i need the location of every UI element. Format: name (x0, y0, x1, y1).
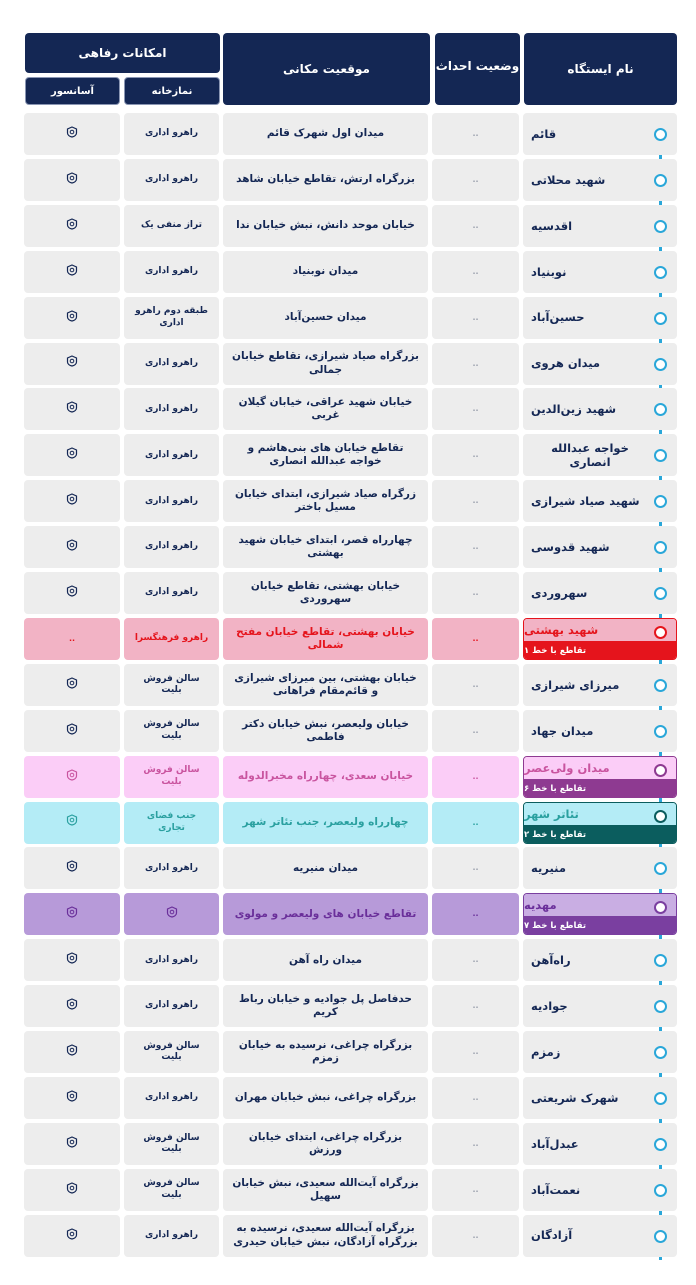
elevator-cell (24, 1077, 120, 1119)
location-cell: بزرگراه چراغی، نرسیده به خیابان زمزم (223, 1031, 428, 1073)
station-name: شهید بهشتی (524, 619, 676, 641)
prayer-room-cell: راهرو اداری (124, 113, 219, 155)
status-cell: .. (432, 251, 519, 293)
elevator-cell (24, 297, 120, 339)
elevator-icon (66, 126, 78, 142)
elevator-icon (66, 723, 78, 739)
location-cell: تقاطع خیابان های بنی‌هاشم و خواجه عبدالله انصاری (223, 434, 428, 476)
table-row (24, 526, 677, 568)
prayer-room-cell: راهرو اداری (124, 985, 219, 1027)
location-cell: بزرگراه صیاد شیرازی، تقاطع خیابان جمالی (223, 343, 428, 385)
interchange-station-name (523, 618, 677, 660)
station-name-header: نام ایستگاه (524, 33, 677, 105)
station-name: شهرک شریعتی (523, 1077, 677, 1119)
prayer-room-cell: سالن فروش بلیت (124, 664, 219, 706)
elevator-cell (24, 1169, 120, 1211)
elevator-icon (66, 447, 78, 463)
location-cell: میدان حسین‌آباد (223, 297, 428, 339)
elevator-cell (24, 1215, 120, 1257)
prayer-room-cell: سالن فروش بلیت (124, 710, 219, 752)
elevator-icon (66, 264, 78, 280)
elevator-cell (24, 710, 120, 752)
prayer-room-icon (166, 906, 178, 922)
elevator-cell (24, 802, 120, 844)
status-cell: .. (432, 802, 519, 844)
interchange-text: تقاطع با خط ۲ (524, 829, 587, 840)
station-dot (654, 358, 667, 371)
status-cell: .. (432, 526, 519, 568)
elevator-cell (24, 756, 120, 798)
station-name: زمزم (523, 1031, 677, 1073)
prayer-room-cell: راهرو اداری (124, 251, 219, 293)
elevator-icon (66, 493, 78, 509)
interchange-text: تقاطع با خط ۱ (524, 645, 587, 656)
status-cell: .. (432, 1031, 519, 1073)
table-row (24, 756, 677, 798)
prayer-room-cell: راهرو اداری (124, 847, 219, 889)
station-name: منیریه (523, 847, 677, 889)
elevator-cell (24, 343, 120, 385)
elevator-icon (66, 814, 78, 830)
location-cell: خیابان بهشتی، تقاطع خیابان مفتح شمالی (223, 618, 428, 660)
table-row (24, 113, 677, 155)
interchange-label (524, 916, 676, 935)
elevator-cell (24, 847, 120, 889)
status-cell: .. (432, 939, 519, 981)
status-cell: .. (432, 343, 519, 385)
status-cell: .. (432, 113, 519, 155)
elevator-icon (66, 1228, 78, 1244)
interchange-text: تقاطع با خط ۶ (524, 783, 587, 794)
prayer-room-cell: سالن فروش بلیت (124, 1169, 219, 1211)
prayer-room-cell: سالن فروش بلیت (124, 756, 219, 798)
interchange-label (524, 825, 676, 844)
table-row (24, 847, 677, 889)
prayer-room-cell: راهرو اداری (124, 526, 219, 568)
status-cell: .. (432, 893, 519, 935)
station-dot (654, 679, 667, 692)
station-name: نعمت‌آباد (523, 1169, 677, 1211)
elevator-cell: .. (24, 618, 120, 660)
location-cell: بزرگراه آیت‌الله سعیدی، نبش خیابان سهیل (223, 1169, 428, 1211)
status-cell: .. (432, 480, 519, 522)
prayer-room-cell: راهرو اداری (124, 1215, 219, 1257)
status-cell: .. (432, 572, 519, 614)
table-row (24, 251, 677, 293)
prayer-room-cell: راهرو فرهنگسرا (124, 618, 219, 660)
status-header: وضعیت احداث (435, 33, 520, 105)
station-name: میدان ولی‌عصر (524, 757, 676, 779)
station-dot (654, 764, 667, 777)
status-cell: .. (432, 1123, 519, 1165)
elevator-icon (66, 1044, 78, 1060)
interchange-station-name (523, 802, 677, 844)
prayer-room-cell: جنب فضای تجاری (124, 802, 219, 844)
location-cell: خیابان موحد دانش، نبش خیابان ندا (223, 205, 428, 247)
location-cell: بزرگراه چراغی، نبش خیابان مهران (223, 1077, 428, 1119)
status-cell: .. (432, 388, 519, 430)
prayer-room-cell: سالن فروش بلیت (124, 1031, 219, 1073)
location-cell: میدان منیریه (223, 847, 428, 889)
elevator-cell (24, 434, 120, 476)
table-row (24, 205, 677, 247)
station-name: راه‌آهن (523, 939, 677, 981)
prayer-room-cell: راهرو اداری (124, 343, 219, 385)
status-cell: .. (432, 618, 519, 660)
prayer-room-cell: راهرو اداری (124, 480, 219, 522)
elevator-cell (24, 480, 120, 522)
station-name: میدان جهاد (523, 710, 677, 752)
elevator-icon (66, 310, 78, 326)
location-cell: بزرگراه ارتش، تقاطع خیابان شاهد (223, 159, 428, 201)
interchange-text: تقاطع با خط ۷ (524, 921, 587, 932)
prayer-room-cell: سالن فروش بلیت (124, 1123, 219, 1165)
prayer-room-cell (124, 893, 219, 935)
table-row (24, 939, 677, 981)
station-name: جوادیه (523, 985, 677, 1027)
station-name: تئاتر شهر (524, 803, 676, 825)
location-cell: چهارراه قصر، ابتدای خیابان شهید بهشتی (223, 526, 428, 568)
prayer-room-cell: راهرو اداری (124, 434, 219, 476)
location-cell: خیابان ولیعصر، نبش خیابان دکتر فاطمی (223, 710, 428, 752)
station-dot (654, 266, 667, 279)
location-cell: تقاطع خیابان های ولیعصر و مولوی (223, 893, 428, 935)
station-name: سهروردی (523, 572, 677, 614)
status-cell: .. (432, 710, 519, 752)
location-cell: خیابان بهشتی، تقاطع خیابان سهروردی (223, 572, 428, 614)
elevator-icon (66, 998, 78, 1014)
station-name: نوبنیاد (523, 251, 677, 293)
elevator-icon (66, 1090, 78, 1106)
elevator-cell (24, 664, 120, 706)
elevator-header: آسانسور (25, 77, 120, 105)
status-cell: .. (432, 159, 519, 201)
interchange-station-name (523, 756, 677, 798)
station-dot (654, 1138, 667, 1151)
elevator-icon (66, 355, 78, 371)
table-row (24, 1169, 677, 1211)
status-cell: .. (432, 756, 519, 798)
table-row (24, 1031, 677, 1073)
location-cell: چهارراه ولیعصر، جنب تئاتر شهر (223, 802, 428, 844)
status-cell: .. (432, 664, 519, 706)
elevator-icon (66, 677, 78, 693)
table-row (24, 618, 677, 660)
station-dot (654, 810, 667, 823)
location-cell: میدان راه آهن (223, 939, 428, 981)
elevator-icon (66, 1182, 78, 1198)
table-row (24, 710, 677, 752)
station-name: شهید قدوسی (523, 526, 677, 568)
interchange-label (524, 779, 676, 798)
elevator-cell (24, 985, 120, 1027)
elevator-icon (66, 952, 78, 968)
table-row (24, 297, 677, 339)
table-row (24, 572, 677, 614)
station-dot (654, 541, 667, 554)
elevator-icon (66, 585, 78, 601)
location-cell: میدان نوبنیاد (223, 251, 428, 293)
prayer-room-cell: راهرو اداری (124, 939, 219, 981)
table-row (24, 480, 677, 522)
table-row (24, 434, 677, 476)
elevator-cell (24, 113, 120, 155)
prayer-room-cell: طبقه دوم راهرو اداری (124, 297, 219, 339)
status-cell: .. (432, 205, 519, 247)
station-name: قائم (523, 113, 677, 155)
status-cell: .. (432, 1169, 519, 1211)
location-cell: خیابان شهید عراقی، خیابان گیلان غربی (223, 388, 428, 430)
status-cell: .. (432, 847, 519, 889)
station-name: میرزای شیرازی (523, 664, 677, 706)
station-name: خواجه عبدالله انصاری (523, 434, 677, 476)
elevator-cell (24, 388, 120, 430)
location-cell: زرگراه صیاد شیرازی، ابتدای خیابان مسیل باختر (223, 480, 428, 522)
elevator-icon (66, 218, 78, 234)
status-cell: .. (432, 434, 519, 476)
station-name: آزادگان (523, 1215, 677, 1257)
location-cell: بزرگراه آیت‌الله سعیدی، نرسیده به بزرگراه آزادگان، نبش خیابان حیدری (223, 1215, 428, 1257)
location-header: موقعیت مکانی (223, 33, 430, 105)
station-dot (654, 312, 667, 325)
status-cell: .. (432, 297, 519, 339)
elevator-icon (66, 769, 78, 785)
table-row (24, 388, 677, 430)
station-name: شهید صیاد شیرازی (523, 480, 677, 522)
station-name: مهدیه (524, 894, 676, 916)
elevator-icon (66, 906, 78, 922)
prayer-room-cell: راهرو اداری (124, 1077, 219, 1119)
elevator-icon (66, 1136, 78, 1152)
station-dot (654, 1184, 667, 1197)
table-row (24, 1215, 677, 1257)
elevator-cell (24, 526, 120, 568)
station-name: شهید محلاتی (523, 159, 677, 201)
elevator-cell (24, 893, 120, 935)
station-name: عبدل‌آباد (523, 1123, 677, 1165)
status-cell: .. (432, 985, 519, 1027)
station-dot (654, 128, 667, 141)
elevator-cell (24, 251, 120, 293)
station-name: شهید زین‌الدین (523, 388, 677, 430)
table-row (24, 1077, 677, 1119)
station-dot (654, 725, 667, 738)
elevator-icon (66, 172, 78, 188)
elevator-icon (66, 539, 78, 555)
station-dot (654, 1046, 667, 1059)
table-row (24, 1123, 677, 1165)
elevator-cell (24, 572, 120, 614)
prayer-room-header: نمازخانه (124, 77, 220, 105)
table-row (24, 893, 677, 935)
location-cell: حدفاصل پل جوادیه و خیابان رباط کریم (223, 985, 428, 1027)
location-cell: بزرگراه چراغی، ابتدای خیابان ورزش (223, 1123, 428, 1165)
interchange-label (524, 641, 676, 660)
station-name: میدان هروی (523, 343, 677, 385)
elevator-icon (66, 860, 78, 876)
prayer-room-cell: تراز منفی یک (124, 205, 219, 247)
location-cell: خیابان بهشتی، بین میرزای شیرازی و قائم‌مقام فراهانی (223, 664, 428, 706)
station-name: اقدسیه (523, 205, 677, 247)
station-dot (654, 1230, 667, 1243)
prayer-room-cell: راهرو اداری (124, 388, 219, 430)
location-cell: خیابان سعدی، چهارراه مخبرالدوله (223, 756, 428, 798)
station-dot (654, 220, 667, 233)
elevator-cell (24, 1031, 120, 1073)
elevator-icon (66, 401, 78, 417)
prayer-room-cell: راهرو اداری (124, 159, 219, 201)
interchange-station-name (523, 893, 677, 935)
station-dot (654, 1092, 667, 1105)
elevator-cell (24, 1123, 120, 1165)
table-row (24, 802, 677, 844)
station-name: حسین‌آباد (523, 297, 677, 339)
amenities-header: امکانات رفاهی (25, 33, 220, 73)
status-cell: .. (432, 1077, 519, 1119)
status-cell: .. (432, 1215, 519, 1257)
station-dot (654, 587, 667, 600)
station-dot (654, 626, 667, 639)
station-dot (654, 1000, 667, 1013)
table-row (24, 985, 677, 1027)
table-row (24, 343, 677, 385)
table-row (24, 159, 677, 201)
prayer-room-cell: راهرو اداری (124, 572, 219, 614)
elevator-cell (24, 205, 120, 247)
elevator-cell (24, 939, 120, 981)
elevator-cell (24, 159, 120, 201)
station-dot (654, 174, 667, 187)
location-cell: میدان اول شهرک قائم (223, 113, 428, 155)
table-row (24, 664, 677, 706)
